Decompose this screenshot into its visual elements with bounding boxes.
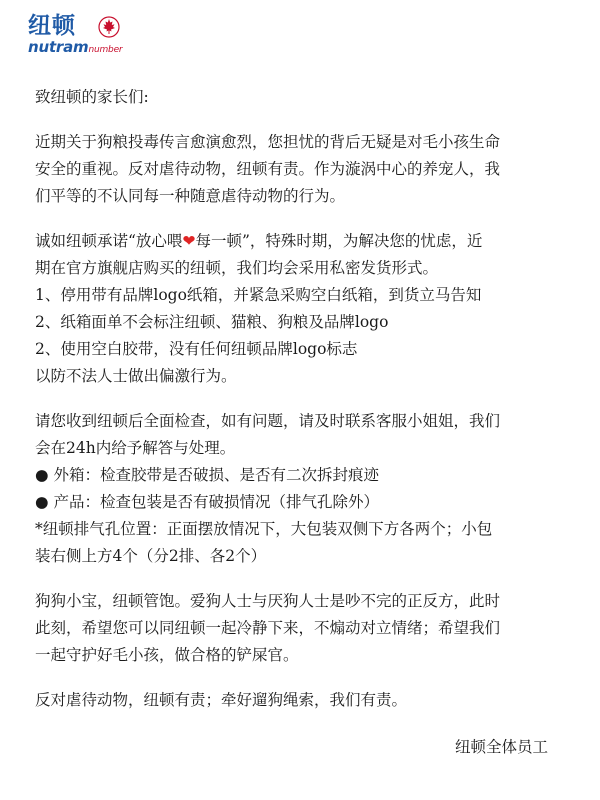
list-item: ● 产品：检查包装是否有破损情况（排气孔除外）: [35, 493, 379, 511]
logo-wordmark: nutram: [28, 38, 89, 56]
paragraph-line: 装右侧上方4个（分2排、各2个）: [35, 547, 267, 565]
paragraph-1: [35, 129, 575, 210]
brand-logo: [28, 12, 168, 62]
list-item: 1、停用带有品牌logo纸箱，并紧急采购空白纸箱，到货立马告知: [35, 286, 482, 304]
paragraph-line: 近期关于狗粮投毒传言愈演愈烈，您担忧的背后无疑是对毛小孩生命: [35, 133, 501, 151]
maple-leaf-icon: [98, 16, 120, 38]
paragraph-line: 安全的重视。反对虐待动物，纽顿有责。作为漩涡中心的养宠人，我: [35, 160, 501, 178]
promise-text-end: 每一顿”，特殊时期，为解决您的忧虑，近: [195, 232, 483, 250]
logo-wordmark-sub: number: [88, 45, 123, 55]
paragraph-line: 请您收到纽顿后全面检查，如有问题，请及时联系客服小姐姐，我们: [35, 412, 501, 430]
letter-greeting: 致纽顿的家长们:: [35, 88, 149, 106]
paragraph-3: [35, 408, 575, 570]
paragraph-line: 一起守护好毛小孩，做合格的铲屎官。: [35, 646, 299, 664]
paragraph-line: [35, 228, 575, 255]
closing-line: 反对虐待动物，纽顿有责；牵好遛狗绳索，我们有责。: [35, 691, 408, 709]
letter-signature: 纽顿全体员工: [454, 738, 548, 756]
heart-icon: ❤: [182, 232, 196, 250]
paragraph-2: [35, 228, 575, 390]
paragraph-line: 狗狗小宝，纽顿管饱。爱狗人士与厌狗人士是吵不完的正反方，此时: [35, 592, 501, 610]
list-item: 2、使用空白胶带，没有任何纽顿品牌logo标志: [35, 340, 358, 358]
paragraph-4: [35, 588, 575, 669]
paragraph-line: 此刻，希望您可以同纽顿一起冷静下来，不煽动对立情绪；希望我们: [35, 619, 501, 637]
list-item: 2、纸箱面单不会标注纽顿、猫粮、狗粮及品牌logo: [35, 313, 389, 331]
paragraph-line: 会在24h内给予解答与处理。: [35, 439, 236, 457]
paragraph-line: 以防不法人士做出偏激行为。: [35, 367, 237, 385]
logo-chinese-text: 纽顿: [28, 13, 76, 39]
list-item: ● 外箱：检查胶带是否破损、是否有二次拆封痕迹: [35, 466, 379, 484]
letter-body: [35, 84, 575, 714]
paragraph-line: 们平等的不认同每一种随意虐待动物的行为。: [35, 187, 346, 205]
paragraph-line: *纽顿排气孔位置：正面摆放情况下，大包装双侧下方各两个；小包: [35, 520, 493, 538]
promise-text-start: 诚如纽顿承诺“放心喂: [35, 232, 183, 250]
paragraph-line: 期在官方旗舰店购买的纽顿，我们均会采用私密发货形式。: [35, 259, 439, 277]
logo-english-text: [28, 39, 122, 58]
